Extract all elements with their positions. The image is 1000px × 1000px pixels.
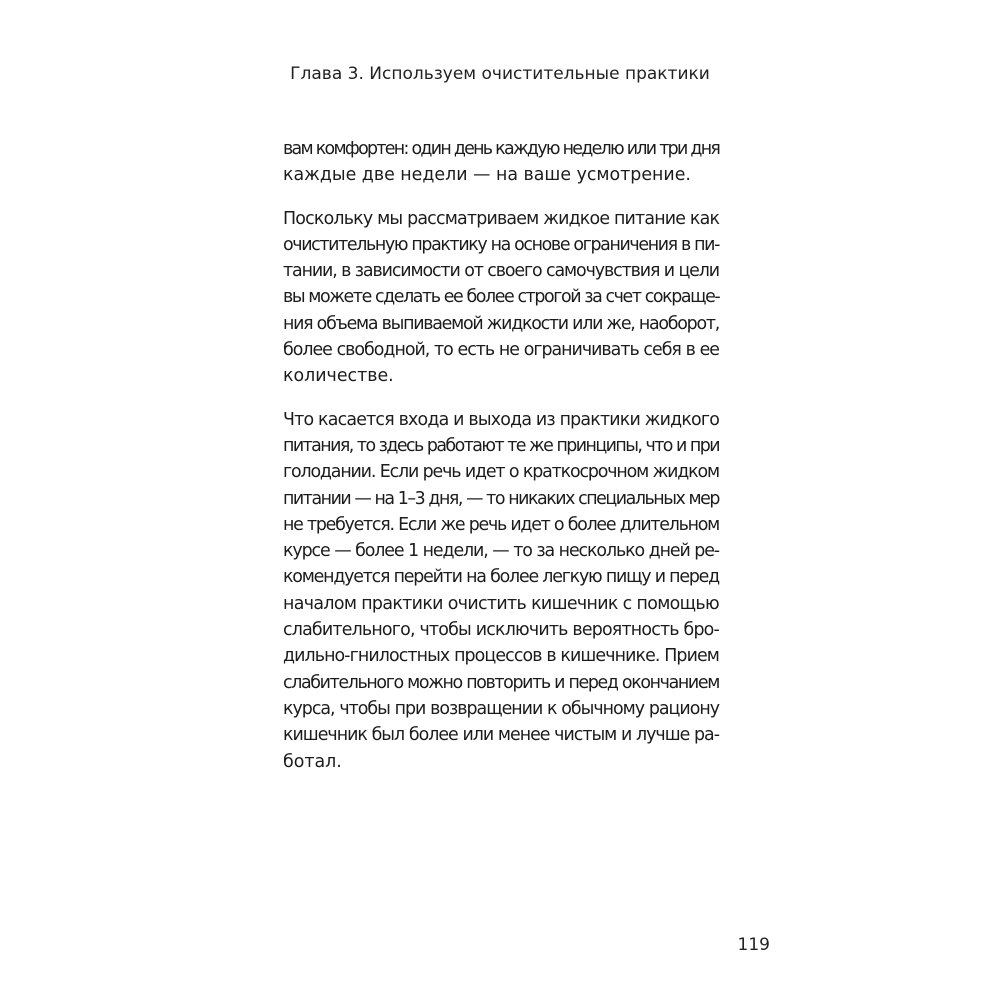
text-line: вам комфортен: один день каждую неделю или три дня — [283, 139, 720, 159]
page-number: 119 — [737, 935, 770, 955]
text-line: каждые две недели — на ваше усмотрение. — [283, 165, 691, 186]
text-line: комендуется перейти на более легкую пищу и перед — [283, 567, 719, 588]
text-line: ботал. — [283, 751, 342, 772]
text-line: вы можете сделать ее более строгой за счет сокраще- — [283, 287, 720, 308]
paragraph-3 — [283, 407, 719, 775]
text-line: не требуется. Если же речь идет о более длительном — [283, 514, 719, 535]
text-line: количестве. — [283, 366, 394, 387]
text-line: ния объема выпиваемой жидкости или же, наоборот, — [283, 313, 719, 334]
text-line: кишечник был более или менее чистым и лучше ра- — [283, 725, 719, 746]
text-line: курсе — более 1 недели, — то за несколько дней ре- — [283, 541, 719, 562]
text-line: курса, чтобы при возвращении к обычному рациону — [283, 698, 719, 719]
text-line: питания, то здесь работают те же принципы, что и при — [283, 435, 719, 456]
text-line: тании, в зависимости от своего самочувствия и цели — [283, 261, 719, 282]
text-line: началом практики очистить кишечник с помощью — [283, 593, 719, 614]
running-header: Глава 3. Используем очистительные практики — [290, 64, 710, 84]
text-line: дильно-гнилостных процессов в кишечнике. Прием — [283, 646, 719, 667]
text-line: слабительного, чтобы исключить вероятность бро- — [283, 620, 719, 641]
text-line: питании — на 1–3 дня, — то никаких специальных мер — [283, 488, 719, 509]
body-text — [283, 136, 719, 775]
text-line: очистительную практику на основе ограничения в пи- — [283, 234, 719, 255]
text-line: Что касается входа и выхода из практики жидкого — [283, 409, 720, 430]
text-line: Поскольку мы рассматриваем жидкое питание как — [283, 208, 720, 229]
paragraph-1 — [283, 136, 719, 189]
text-line: голодании. Если речь идет о краткосрочном жидком — [283, 462, 719, 483]
paragraph-2 — [283, 206, 719, 390]
text-line: более свободной, то есть не ограничивать себя в ее — [283, 340, 719, 361]
text-line: слабительного можно повторить и перед окончанием — [283, 672, 719, 693]
